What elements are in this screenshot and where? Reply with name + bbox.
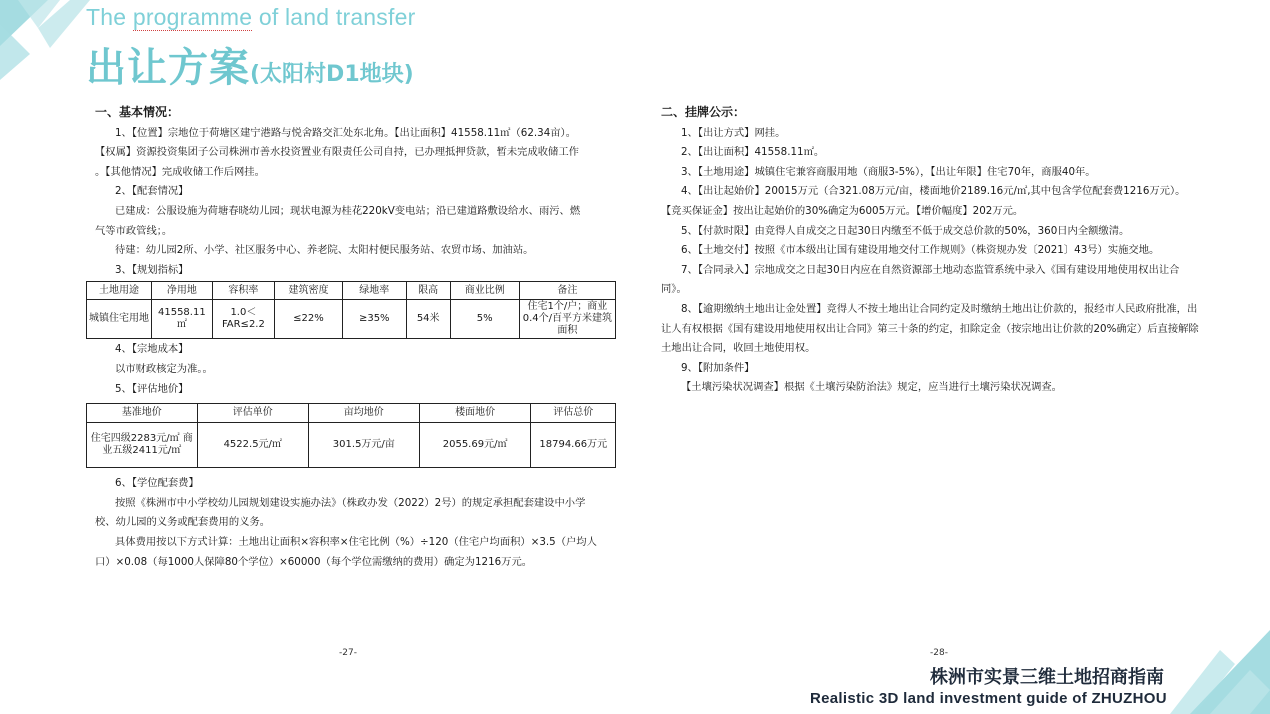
paragraph-line: 5、【评估地价】	[115, 382, 189, 395]
table-cell: 5%	[450, 300, 519, 339]
paragraph-line: 4、【出让起始价】20015万元（合321.08万元/亩，楼面地价2189.16元/㎡,其中包含学位配套费1216万元）。	[681, 185, 1186, 198]
table-cell: 301.5万元/亩	[308, 423, 419, 468]
cost-and-valuation-paragraphs	[95, 340, 617, 399]
paragraph-line: 【权属】资源投资集团子公司株洲市善水投资置业有限责任公司自持，已办理抵押贷款，暂未完成收储工作	[95, 146, 579, 159]
land-valuation-table	[86, 403, 616, 468]
table-header-cell: 商业比例	[450, 282, 519, 300]
table-cell: ≤22%	[275, 300, 343, 339]
paragraph-line: 同》。	[661, 283, 687, 296]
paragraph-line: 按照《株洲市中小学校幼儿园规划建设实施办法》（株政办发（2022）2号）的规定承担配套建设中小学	[115, 496, 586, 509]
header-chinese-title: 出让方案(太阳村D1地块)	[86, 45, 414, 91]
paragraph-line: 9、【附加条件】	[681, 361, 755, 374]
paragraph-line: 2、【配套情况】	[115, 185, 189, 198]
table-header-cell: 基准地价	[87, 404, 198, 423]
table-header-cell: 绿地率	[342, 282, 406, 300]
corner-decoration-bottom-right	[1150, 630, 1270, 714]
paragraph-line: 以市财政核定为准。。	[115, 362, 213, 375]
table-header-cell: 净用地	[152, 282, 213, 300]
paragraph-line: 8、【逾期缴纳土地出让金处置】竞得人不按土地出让合同约定及时缴纳土地出让价款的，报经市人民政府批准，出	[681, 302, 1198, 315]
paragraph-line: 4、【宗地成本】	[115, 343, 189, 356]
table-cell: 4522.5元/㎡	[197, 423, 308, 468]
paragraph-line: 3、【土地用途】城镇住宅兼容商服用地（商服3-5%），【出让年限】住宅70年，商服40年。	[681, 165, 1096, 178]
table-cell: 2055.69元/㎡	[419, 423, 531, 468]
table-cell: 住宅1个/户；商业0.4个/百平方米建筑面积	[519, 300, 615, 339]
table-header-cell: 评估总价	[531, 404, 616, 423]
paragraph-line: 校、幼儿园的义务或配套费用的义务。	[95, 516, 271, 529]
table-header-cell: 土地用途	[87, 282, 152, 300]
paragraph-line: 气等市政管线；。	[95, 224, 173, 237]
page-number-right: -28-	[930, 648, 948, 658]
paragraph-line: 。【其他情况】完成收储工作后网挂。	[95, 165, 265, 178]
paragraph-line: 口）×0.08（每1000人保障80个学位）×60000（每个学位需缴纳的费用）确定为1216万元。	[95, 555, 533, 568]
paragraph-line: 7、【合同录入】宗地成交之日起30日内应在自然资源部土地动态监管系统中录入《国有建设用地使用权出让合	[681, 263, 1180, 276]
paragraph-line: 6、【土地交付】按照《市本级出让国有建设用地交付工作规则》（株资规办发〔2021〕43号）实施交地。	[681, 244, 1160, 257]
table-cell: 41558.11㎡	[152, 300, 213, 339]
listing-notice-paragraphs	[661, 124, 1223, 398]
footer-chinese-title: 株洲市实景三维土地招商指南	[930, 667, 1164, 688]
paragraph-line: 2、【出让面积】41558.11㎡。	[681, 146, 825, 159]
table-cell: 18794.66万元	[531, 423, 616, 468]
table-cell: 54米	[406, 300, 450, 339]
paragraph-line: 1、【出让方式】网挂。	[681, 126, 786, 139]
table-header-cell: 限高	[406, 282, 450, 300]
paragraph-line: 待建：幼儿园2所、小学、社区服务中心、养老院、太阳村便民服务站、农贸市场、加油站。	[115, 244, 534, 257]
table-cell: 城镇住宅用地	[87, 300, 152, 339]
table-header-cell: 亩均地价	[308, 404, 419, 423]
paragraph-line: 1、【位置】宗地位于荷塘区建宁港路与悦舍路交汇处东北角。【出让面积】41558.11㎡（62.34亩）。	[115, 126, 576, 139]
paragraph-line: 土地出让合同，收回土地使用权。	[661, 342, 816, 355]
paragraph-line: 已建成：公服设施为荷塘春晓幼儿园；现状电源为桂花220kV变电站；沿已建道路敷设给水、雨污、燃	[115, 204, 581, 217]
paragraph-line: 具体费用按以下方式计算：土地出让面积×容积率×住宅比例（%）÷120（住宅户均面积）×3.5（户均人	[115, 535, 597, 548]
section-title-basic-info: 一、基本情况：	[95, 105, 180, 119]
footer-english-title: Realistic 3D land investment guide of ZHUZHOU	[810, 690, 1167, 707]
page-number-left: -27-	[339, 648, 357, 658]
basic-info-paragraphs	[95, 124, 617, 281]
paragraph-line: 5、【付款时限】由竞得人自成交之日起30日内缴至不低于成交总价款的50%，360日内全额缴清。	[681, 224, 1130, 237]
left-page-content	[89, 103, 617, 572]
paragraph-line: 【竞买保证金】按出让起始价的30%确定为6005万元。【增价幅度】202万元。	[661, 204, 1024, 217]
right-page-content	[661, 103, 1223, 398]
table-header-cell: 容积率	[212, 282, 274, 300]
table-cell: 住宅四级2283元/㎡ 商业五级2411元/㎡	[87, 423, 198, 468]
table-header-cell: 建筑密度	[275, 282, 343, 300]
paragraph-line: 让人有权根据《国有建设用地使用权出让合同》第三十条的约定，扣除定金（按宗地出让价款的20%确定）后直接解除	[661, 322, 1199, 335]
school-fee-paragraphs	[95, 474, 617, 572]
section-title-listing-notice: 二、挂牌公示：	[661, 105, 746, 119]
table-header-cell: 备注	[519, 282, 615, 300]
table-header-cell: 评估单价	[197, 404, 308, 423]
table-header-cell: 楼面地价	[419, 404, 531, 423]
header-english-title: The programme of land transfer	[86, 4, 416, 30]
paragraph-line: 3、【规划指标】	[115, 263, 189, 276]
table-cell: 1.0＜FAR≤2.2	[212, 300, 274, 339]
paragraph-line: 6、【学位配套费】	[115, 477, 199, 490]
planning-indicators-table	[86, 281, 616, 339]
paragraph-line: 【土壤污染状况调查】根据《土壤污染防治法》规定，应当进行土壤污染状况调查。	[681, 381, 1062, 394]
table-cell: ≥35%	[342, 300, 406, 339]
